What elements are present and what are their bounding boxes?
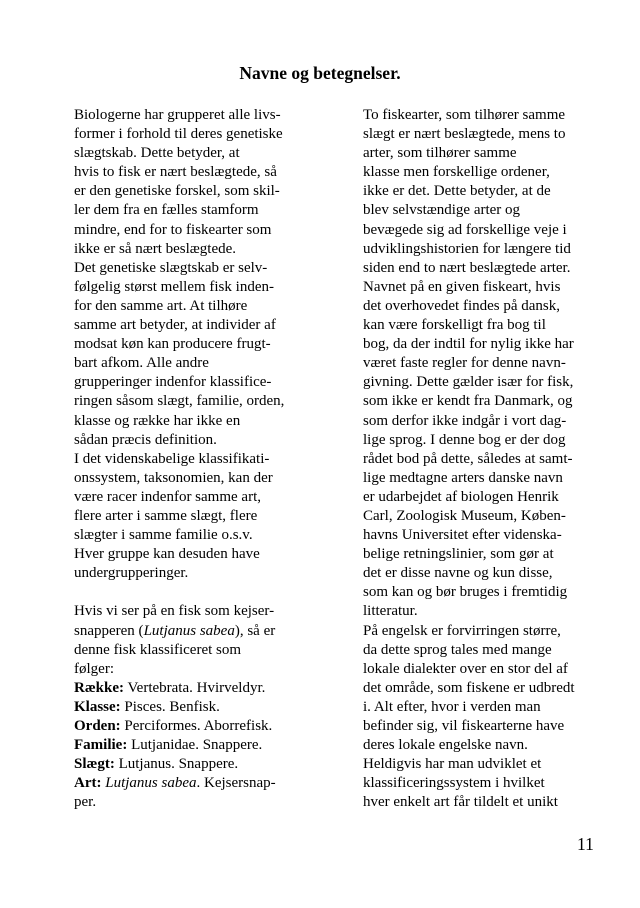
text-line: På engelsk er forvirringen større,: [363, 622, 561, 639]
text-line: givning. Dette gælder især for fisk,: [363, 374, 574, 391]
text-line: følgelig størst mellem fisk inden-: [74, 278, 274, 295]
text-line: som ikke er kendt fra Danmark, og: [363, 393, 573, 410]
classification-row: [74, 698, 324, 717]
text-line: I det videnskabelige klassifikati-: [74, 450, 270, 467]
intro-paragraph: [74, 106, 324, 583]
text-line: siden end to nært beslægtede arter.: [363, 259, 571, 276]
text-line: modsat køn kan producere frugt-: [74, 336, 271, 353]
text-line: som kan og bør bruges i fremtidig: [363, 584, 568, 601]
text-line: sådan præcis definition.: [74, 431, 217, 448]
text-line: Biologerne har grupperet alle livs-: [74, 107, 281, 123]
text-line: arter, som tilhører samme: [363, 145, 517, 162]
text-line: været faste regler for denne navn-: [363, 355, 566, 372]
text-line: det overhovedet findes på dansk,: [363, 297, 561, 314]
text-line: lige sprog. I denne bog er der dog: [363, 431, 566, 448]
text-line: grupperinger indenfor klassifice-: [74, 374, 272, 391]
text-line: lige medtagne arters danske navn: [363, 469, 563, 486]
classification-value: Vertebrata. Hvirveldyr.: [124, 679, 266, 696]
classification-row: [74, 717, 324, 736]
text-line: blev selvstændige arter og: [363, 202, 521, 219]
text-line: samme art betyder, at individer af: [74, 317, 276, 334]
text-line: udviklingshistorien for længere tid: [363, 240, 571, 257]
text-line: ler dem fra en fælles stamform: [74, 202, 259, 219]
text-line: slægtskab. Dette betyder, at: [74, 145, 240, 162]
page-number: 11: [577, 834, 594, 854]
text-line: følger:: [74, 660, 114, 677]
text-line: bevægede sig ad forskellige veje i: [363, 221, 567, 238]
classification-list: [74, 679, 324, 774]
text-line: er den genetiske forskel, som skil-: [74, 183, 280, 200]
classification-label: Art:: [74, 775, 102, 792]
text-line: bog, da der indtil for nylig ikke har: [363, 336, 574, 353]
classification-value: Lutjanus. Snappere.: [114, 756, 239, 773]
text-line: slægt er nært beslægtede, mens to: [363, 126, 566, 143]
paragraph-gap: [74, 583, 324, 602]
classification-row: [74, 736, 324, 755]
text-line: det er disse navne og kun disse,: [363, 565, 553, 582]
right-column: [363, 106, 613, 812]
text-line: klasse men forskellige ordener,: [363, 164, 550, 181]
classification-value: Perciformes. Aborrefisk.: [120, 718, 273, 734]
text-line: være racer indenfor samme art,: [74, 488, 261, 505]
classification-label: Familie:: [74, 737, 128, 754]
text-line: Heldigvis har man udviklet et: [363, 756, 542, 773]
text-line: klasse og række har ikke en: [74, 412, 241, 429]
text-line: deres lokale engelske navn.: [363, 737, 528, 754]
text-line: rådet bod på dette, således at samt-: [363, 450, 573, 467]
text-span: ), så er: [234, 622, 276, 639]
text-line: Carl, Zoologisk Museum, Køben-: [363, 507, 566, 524]
text-line: undergrupperinger.: [74, 565, 189, 582]
text-line: havns Universitet efter videnska-: [363, 527, 562, 544]
text-line: ringen såsom slægt, familie, orden,: [74, 393, 285, 410]
classification-label: Klasse:: [74, 698, 121, 715]
classification-value: Pisces. Benfisk.: [120, 698, 220, 715]
classification-label: Slægt:: [74, 756, 115, 773]
classification-value: Lutjanidae. Snappere.: [127, 737, 263, 754]
text-line: former i forhold til deres genetiske: [74, 126, 283, 143]
text-line: Hvis vi ser på en fisk som kejser-: [74, 603, 275, 620]
text-line: Hver gruppe kan desuden have: [74, 546, 260, 563]
species-name: Lutjanus sabea: [105, 775, 197, 792]
text-line: bart afkom. Alle andre: [74, 355, 209, 372]
text-line: lokale dialekter over en stor del af: [363, 660, 568, 677]
classification-row: [74, 679, 324, 698]
species-name: Lutjanus sabea: [143, 622, 235, 639]
text-line: litteratur.: [363, 603, 418, 620]
classification-value: . Kejsersnap-: [196, 775, 276, 792]
text-line: ikke er det. Dette betyder, at de: [363, 183, 551, 200]
classification-label: Orden:: [74, 718, 121, 734]
text-line: Navnet på en given fiskeart, hvis: [363, 278, 561, 295]
text-line: To fiskearter, som tilhører samme: [363, 107, 566, 123]
text-line: hvis to fisk er nært beslægtede, så: [74, 164, 277, 181]
text-line: belige retningslinier, som gør at: [363, 546, 554, 563]
classification-row: [74, 755, 324, 774]
text-line: slægter i samme familie o.s.v.: [74, 527, 253, 544]
text-span: snapperen (: [74, 622, 144, 639]
text-line: som derfor ikke indgår i vort dag-: [363, 412, 567, 429]
text-line: i. Alt efter, hvor i verden man: [363, 698, 541, 715]
text-line: kan være forskelligt fra bog til: [363, 317, 546, 334]
left-column: [74, 106, 324, 812]
text-line: mindre, end for to fiskearter som: [74, 221, 272, 238]
text-line: flere arter i samme slægt, flere: [74, 507, 258, 524]
text-line: det område, som fiskene er udbredt: [363, 679, 575, 696]
text-line: denne fisk klassificeret som: [74, 641, 242, 658]
text-line: [74, 622, 324, 641]
page-title: Navne og betegnelser.: [239, 63, 401, 83]
classification-row-art: [74, 774, 324, 793]
text-line: per.: [74, 794, 97, 811]
text-line: befinder sig, vil fiskearterne have: [363, 718, 565, 734]
text-line: for den samme art. At tilhøre: [74, 297, 248, 314]
text-line: onssystem, taksonomien, kan der: [74, 469, 273, 486]
classification-label: Række:: [74, 679, 125, 696]
text-line: ikke er så nært beslægtede.: [74, 240, 237, 257]
text-line: er udarbejdet af biologen Henrik: [363, 488, 559, 505]
text-line: klassificeringssystem i hvilket: [363, 775, 545, 792]
text-line: hver enkelt art får tildelt et unikt: [363, 794, 558, 811]
text-line: da dette sprog tales med mange: [363, 641, 552, 658]
text-line: Det genetiske slægtskab er selv-: [74, 259, 268, 276]
